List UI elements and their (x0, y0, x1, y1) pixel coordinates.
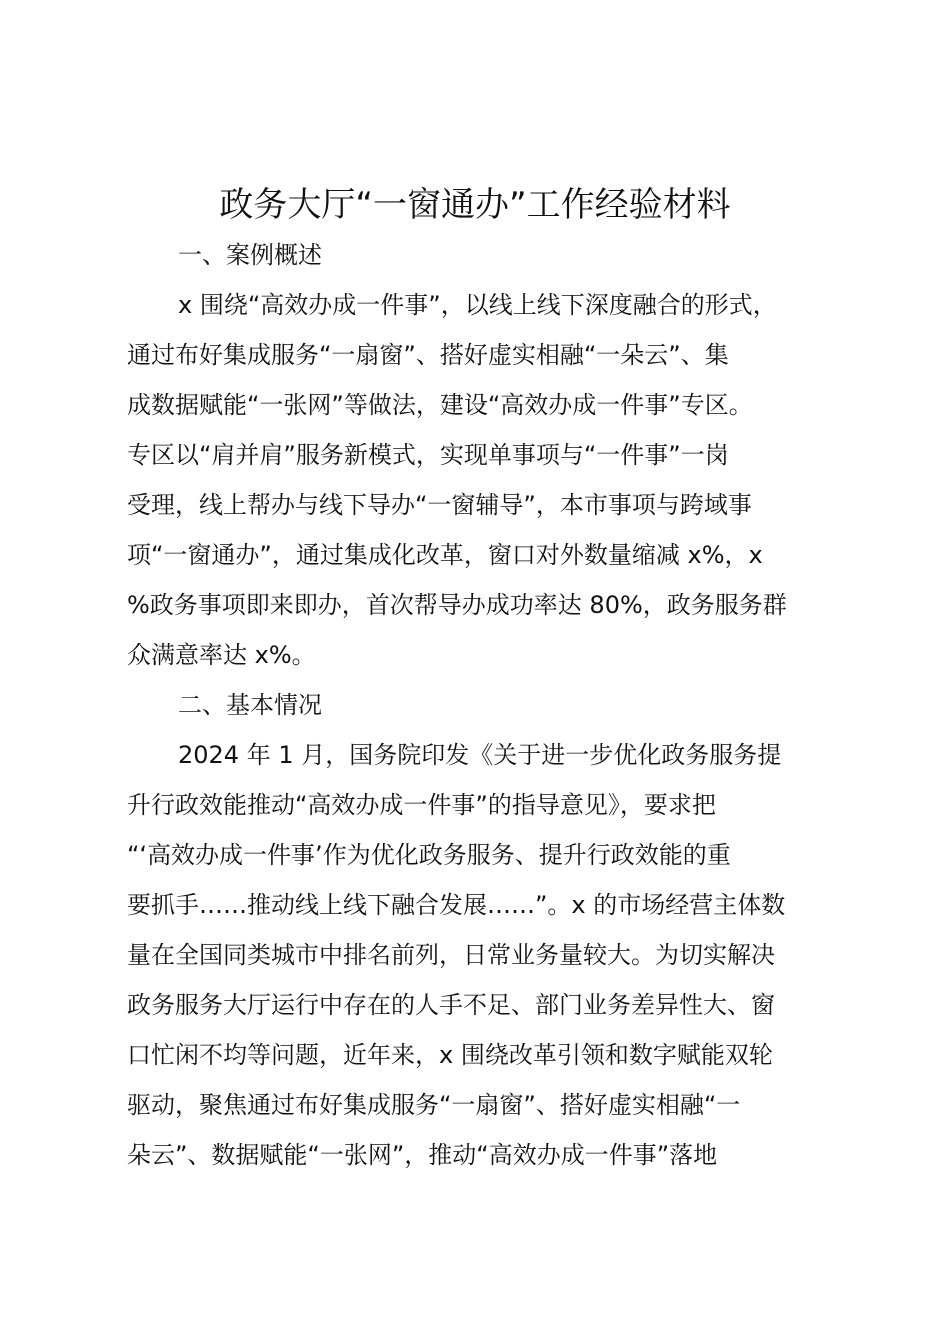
paragraph-line: 升行政效能推动“高效办成一件事”的指导意见》，要求把 (127, 791, 716, 819)
paragraph-line: 量在全国同类城市中排名前列，日常业务量较大。为切实解决 (127, 941, 775, 969)
paragraph-line: 口忙闲不均等问题，近年来，x 围绕改革引领和数字赋能双轮 (127, 1041, 773, 1069)
section-heading-basic: 二、基本情况 (178, 691, 322, 719)
paragraph-line: 驱动，聚焦通过布好集成服务“一扇窗”、搭好虚实相融“一 (127, 1091, 741, 1119)
paragraph-line: 通过布好集成服务“一扇窗”、搭好虚实相融“一朵云”、集 (127, 341, 729, 369)
paragraph-line: “‘高效办成一件事’作为优化政务服务、提升行政效能的重 (127, 841, 731, 869)
paragraph-line: 2024 年 1 月，国务院印发《关于进一步优化政务服务提 (178, 741, 782, 769)
paragraph-line: 朵云”、数据赋能“一张网”，推动“高效办成一件事”落地 (127, 1141, 718, 1169)
paragraph-line: 众满意率达 x%。 (127, 641, 316, 669)
paragraph-line: 要抓手……推动线上线下融合发展……”。x 的市场经营主体数 (127, 891, 786, 919)
paragraph-line: 政务服务大厅运行中存在的人手不足、部门业务差异性大、窗 (127, 991, 775, 1019)
paragraph-line: %政务事项即来即办，首次帮导办成功率达 80%，政务服务群 (127, 591, 787, 619)
paragraph-line: 受理，线上帮办与线下导办“一窗辅导”，本市事项与跨域事 (127, 491, 752, 519)
paragraph-line: 专区以“肩并肩”服务新模式，实现单事项与“一件事”一岗 (127, 441, 729, 469)
section-heading-overview: 一、案例概述 (178, 241, 322, 269)
paragraph-line: x 围绕“高效办成一件事”，以线上线下深度融合的形式， (178, 291, 777, 319)
document-title: 政务大厅“一窗通办”工作经验材料 (219, 185, 731, 225)
paragraph-line: 成数据赋能“一张网”等做法，建设“高效办成一件事”专区。 (127, 391, 753, 419)
paragraph-line: 项“一窗通办”，通过集成化改革，窗口对外数量缩减 x%，x (127, 541, 763, 569)
